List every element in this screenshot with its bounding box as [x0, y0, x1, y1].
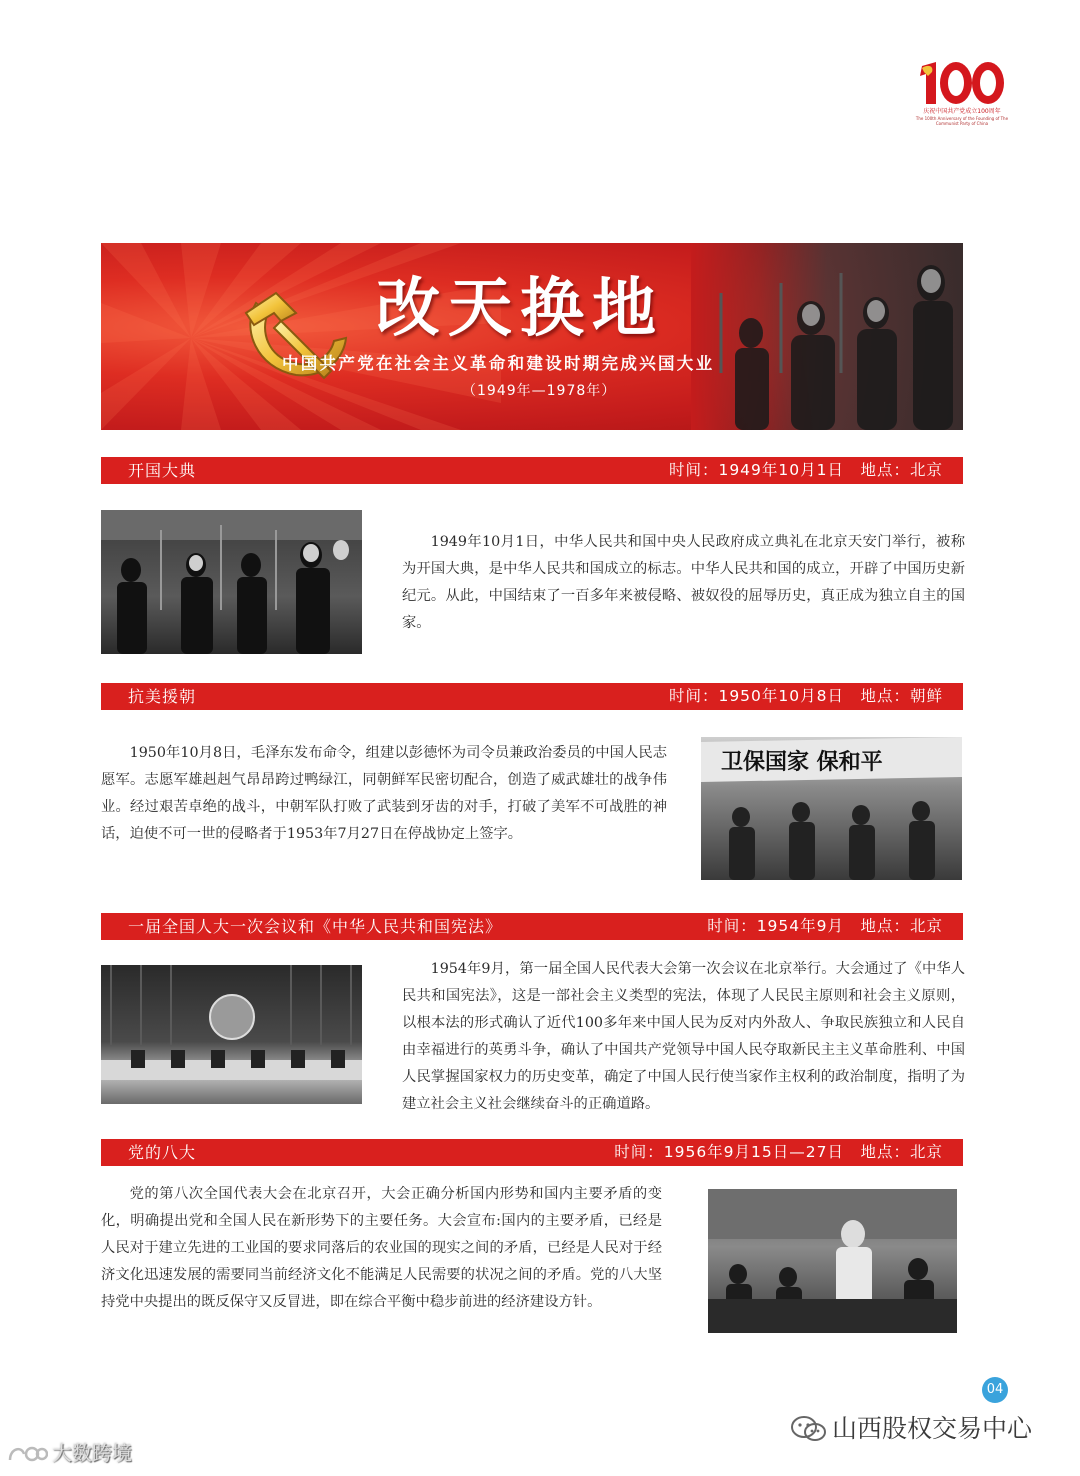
banner-years: （1949年—1978年）	[462, 383, 617, 399]
section-title: 一届全国人大一次会议和《中华人民共和国宪法》	[128, 917, 503, 936]
watermark-logo-icon	[8, 1442, 48, 1464]
section-title: 抗美援朝	[128, 687, 197, 706]
npc-paragraph: 1954年9月，第一届全国人民代表大会第一次会议在北京举行。大会通过了《中华人民共和国宪法》，这是一部社会主义类型的宪法，体现了人民民主原则和社会主义原则，以根本法的形式确认了近代100多年来中国人民为反对内外敌人、争取民族独立和人民自由幸福进行的英勇斗争，确认了中国共产党领导中国人民夺取新民主主义革命胜利、中国人民掌握国家权力的历史变革，确定了中国人民行使当家作主权利的政治制度，指明了为建立社会主义社会继续奋斗的正确道路。	[402, 961, 965, 1112]
section-header-eighth-congress	[101, 1139, 963, 1166]
volunteer-army-photo	[701, 737, 962, 880]
section-header-npc	[101, 913, 963, 940]
page-number: 04	[982, 1377, 1008, 1403]
centenary-logo	[912, 58, 1012, 130]
logo-caption-cn: 庆祝中国共产党成立100周年	[923, 108, 1001, 115]
founding-paragraph: 1949年10月1日，中华人民共和国中央人民政府成立典礼在北京天安门举行，被称为开国大典，是中华人民共和国成立的标志。中华人民共和国的成立，开辟了中国历史新纪元。从此，中国结束了一百多年来被侵略、被奴役的屈辱历史，真正成为独立自主的国家。	[402, 534, 965, 631]
section-meta: 时间：1954年9月 地点：北京	[707, 917, 943, 935]
eighth-congress-photo	[708, 1189, 957, 1333]
section-header-founding	[101, 457, 963, 484]
section-title: 开国大典	[128, 461, 197, 480]
korea-paragraph: 1950年10月8日，毛泽东发布命令，组建以彭德怀为司令员兼政治委员的中国人民志愿军。志愿军雄赳赳气昂昂跨过鸭绿江，同朝鲜军民密切配合，创造了威武雄壮的战争伟业。经过艰苦卓绝的战斗，中朝军队打败了武装到牙齿的对手，打破了美军不可战胜的神话，迫使不可一世的侵略者于1953年7月27日在停战协定上签字。	[101, 745, 667, 842]
wechat-icon	[790, 1414, 828, 1444]
centenary-100-graphic	[916, 58, 1008, 108]
founding-ceremony-photo	[101, 510, 362, 654]
section-title: 党的八大	[128, 1143, 197, 1162]
banner-title: 改天换地	[376, 271, 664, 346]
logo-caption-en: The 100th Anniversary of the Founding of The Communist Party of China	[915, 116, 1009, 126]
banner-ceremony-photo	[691, 243, 963, 430]
section-meta: 时间：1950年10月8日 地点：朝鲜	[668, 687, 943, 705]
section-meta: 时间：1956年9月15日—27日 地点：北京	[614, 1143, 943, 1161]
banner-subtitle: 中国共产党在社会主义革命和建设时期完成兴国大业	[282, 354, 715, 373]
section-meta: 时间：1949年10月1日 地点：北京	[668, 461, 943, 479]
watermark-text: 大数跨境	[52, 1441, 132, 1465]
photo-banner-text: 卫保国家 保和平	[721, 749, 883, 775]
section-header-korea	[101, 683, 963, 710]
eighth-congress-paragraph: 党的第八次全国代表大会在北京召开，大会正确分析国内形势和国内主要矛盾的变化，明确提出党和全国人民在新形势下的主要任务。大会宣布:国内的主要矛盾，已经是人民对于建立先进的工业国的要求同落后的农业国的现实之间的矛盾，已经是人民对于经济文化迅速发展的需要同当前经济文化不能满足人民需要的状况之间的矛盾。党的八大坚持党中央提出的既反保守又反冒进，即在综合平衡中稳步前进的经济建设方针。	[101, 1186, 662, 1310]
npc-session-photo	[101, 965, 362, 1104]
wechat-account-name: 山西股权交易中心	[832, 1414, 1033, 1443]
